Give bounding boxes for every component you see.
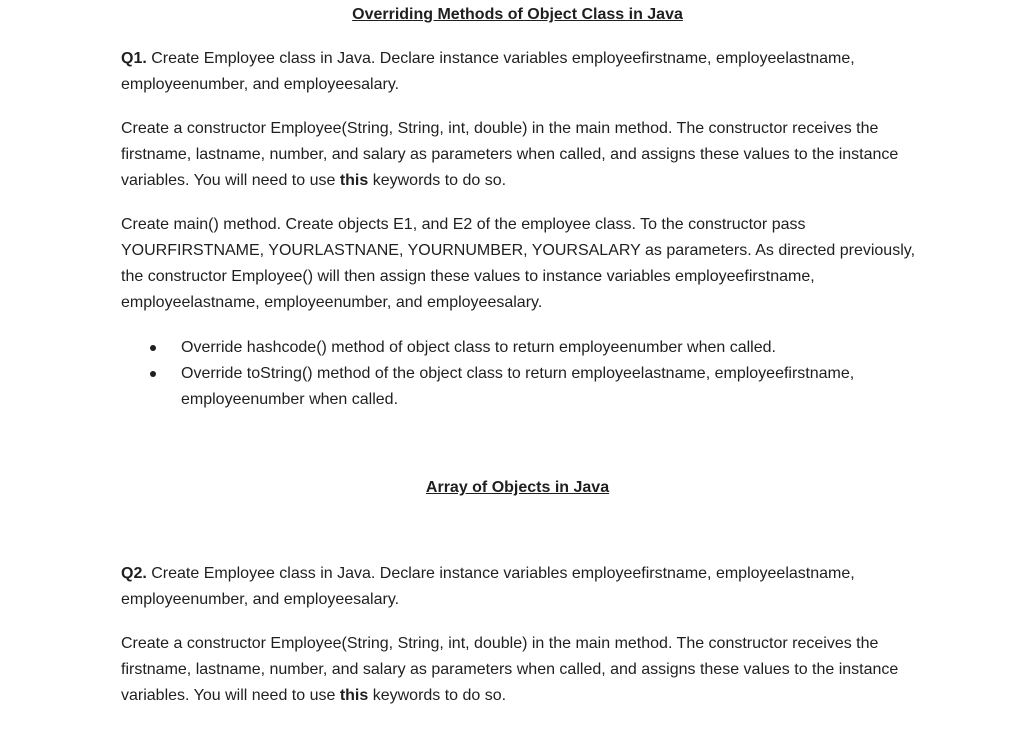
bullet-item-hashcode: [181, 335, 941, 361]
bullet-text: Override toString() method of the object class to return employeelastname, employeefirstname, employeenumber when called.: [181, 365, 855, 408]
this-keyword: this: [339, 172, 369, 189]
section-heading-overriding-methods: Overriding Methods of Object Class in Java: [352, 6, 683, 23]
question-1-paragraph: [121, 46, 921, 98]
this-keyword: this: [339, 687, 369, 704]
question-1-label: Q1.: [121, 50, 147, 67]
question-2-text: Create Employee class in Java. Declare instance variables employeefirstname, employeelastname, employeenumber, and employeesalary.: [121, 565, 855, 608]
constructor-paragraph-1: [121, 116, 921, 194]
section-heading-array-of-objects: Array of Objects in Java: [425, 479, 610, 496]
override-bullet-list: [181, 335, 941, 413]
bullet-text: Override hashcode() method of object class to return employeenumber when called.: [181, 339, 776, 356]
constructor-text-before: Create a constructor Employee(String, String, int, double) in the main method. The constructor receives the firstname, lastname, number, and salary as parameters when called, and assigns these values to the instance variables. You will need to use: [121, 635, 899, 704]
bullet-item-tostring: [181, 361, 941, 413]
constructor-text-after: keywords to do so.: [368, 687, 507, 704]
bullet-dot-icon: [150, 345, 156, 351]
question-2-paragraph: [121, 561, 921, 613]
question-1-text: Create Employee class in Java. Declare instance variables employeefirstname, employeelastname, employeenumber, and employeesalary.: [121, 50, 855, 93]
question-2-label: Q2.: [121, 565, 147, 582]
bullet-dot-icon: [150, 371, 156, 377]
constructor-paragraph-2: [121, 631, 921, 709]
main-method-paragraph: Create main() method. Create objects E1, and E2 of the employee class. To the constructor pass YOURFIRSTNAME, YOURLASTNANE, YOURNUMBER, YOURSALARY as parameters. As directed previously, the constructor Employee() will then assign these values to instance variables employeefirstname, employeelastname, employeenumber, and employeesalary.: [121, 216, 916, 311]
constructor-text-before: Create a constructor Employee(String, String, int, double) in the main method. The constructor receives the firstname, lastname, number, and salary as parameters when called, and assigns these values to the instance variables. You will need to use: [121, 120, 899, 189]
constructor-text-after: keywords to do so.: [368, 172, 507, 189]
